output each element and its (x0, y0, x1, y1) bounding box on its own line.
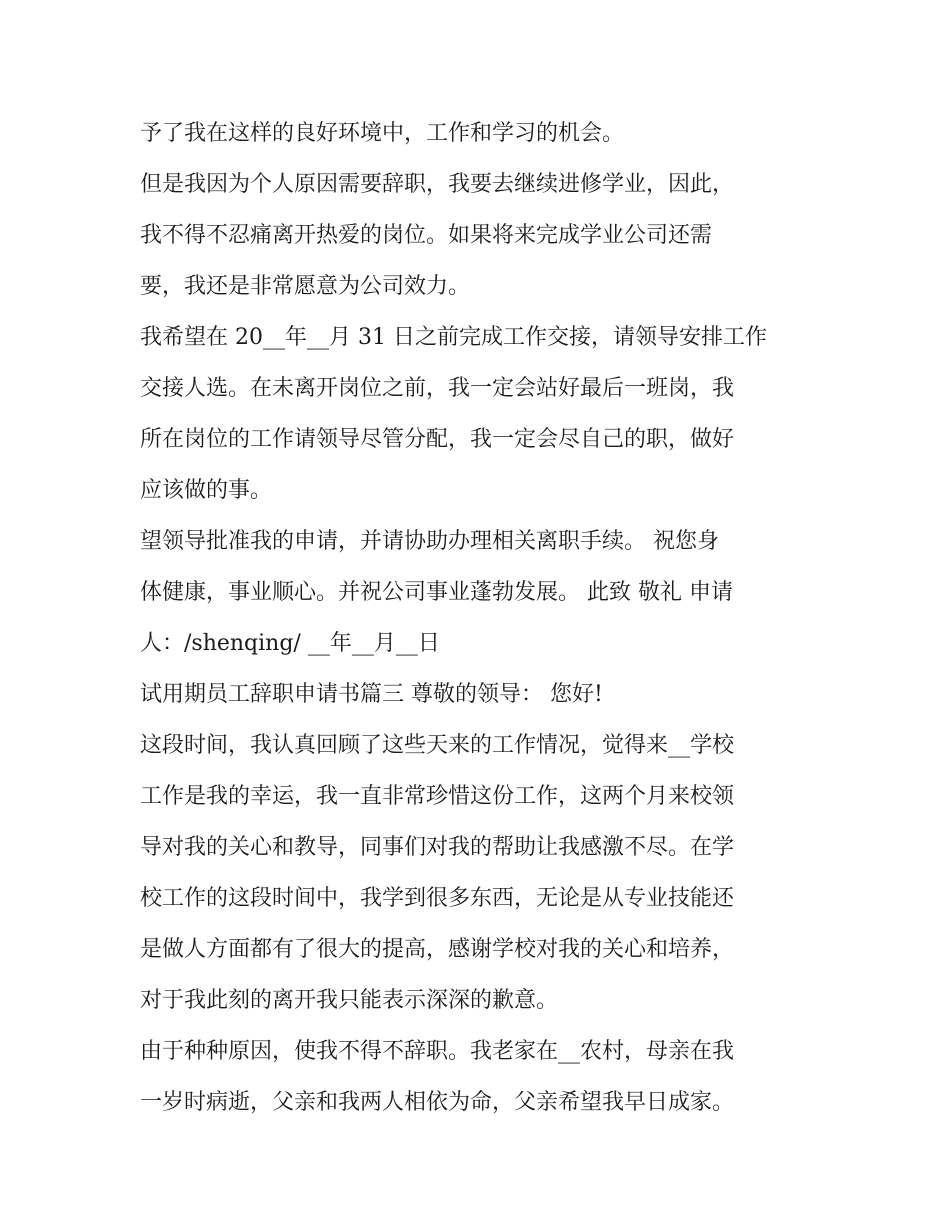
text-line: 导对我的关心和教导，同事们对我的帮助让我感激不尽。在学 (140, 835, 735, 860)
text-line: 应该做的事。 (140, 478, 273, 503)
text-line: 对于我此刻的离开我只能表示深深的歉意。 (140, 988, 559, 1013)
text-line: 望领导批准我的申请，并请协助办理相关离职手续。 祝您身 (140, 529, 719, 554)
text-line: 这段时间，我认真回顾了这些天来的工作情况，觉得来__学校 (140, 733, 735, 758)
text-line: 校工作的这段时间中，我学到很多东西，无论是从专业技能还 (140, 886, 735, 911)
text-line: 所在岗位的工作请领导尽管分配，我一定会尽自己的职，做好 (140, 427, 735, 452)
text-line: 要，我还是非常愿意为公司效力。 (140, 274, 471, 299)
text-line: 体健康，事业顺心。并祝公司事业蓬勃发展。 此致 敬礼 申请 (140, 580, 733, 605)
text-line: 是做人方面都有了很大的提高，感谢学校对我的关心和培养， (140, 937, 735, 962)
text-line: 交接人选。在未离开岗位之前，我一定会站好最后一班岗，我 (140, 376, 735, 401)
text-line: 人：/shenqing/ __年__月__日 (140, 631, 440, 656)
text-line: 由于种种原因，使我不得不辞职。我老家在__农村，母亲在我 (140, 1039, 735, 1064)
text-line: 工作是我的幸运，我一直非常珍惜这份工作，这两个月来校领 (140, 784, 735, 809)
text-line: 一岁时病逝，父亲和我两人相依为命，父亲希望我早日成家。 (140, 1090, 735, 1115)
text-line: 予了我在这样的良好环境中，工作和学习的机会。 (140, 121, 625, 146)
text-line: 我希望在 20__年__月 31 日之前完成工作交接，请领导安排工作 (140, 325, 767, 350)
section-heading-line: 试用期员工辞职申请书篇三 尊敬的领导： 您好! (140, 682, 603, 707)
text-line: 但是我因为个人原因需要辞职，我要去继续进修学业，因此， (140, 172, 735, 197)
document-body (140, 108, 830, 1128)
text-line: 我不得不忍痛离开热爱的岗位。如果将来完成学业公司还需 (140, 223, 713, 248)
